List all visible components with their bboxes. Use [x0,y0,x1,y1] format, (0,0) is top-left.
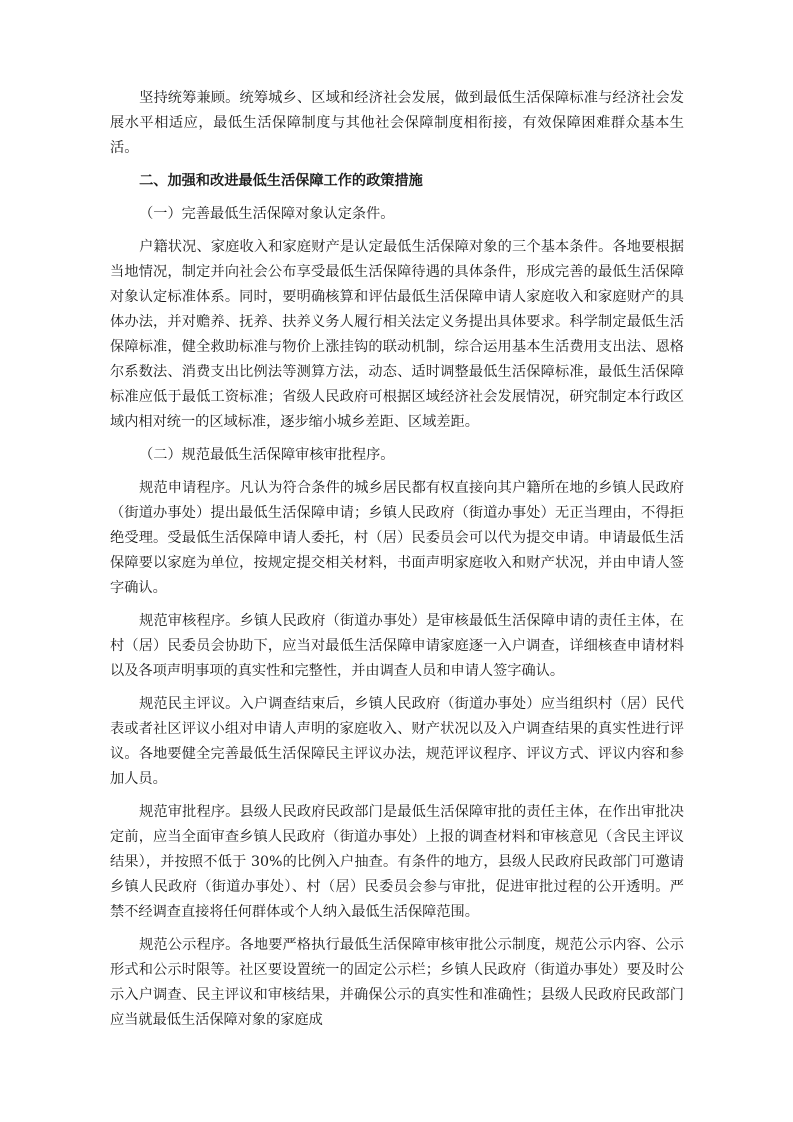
paragraph-eligibility-conditions: 户籍状况、家庭收入和家庭财产是认定最低生活保障对象的三个基本条件。各地要根据当地情况，制定并向社会公布享受最低生活保障待遇的具体条件，形成完善的最低生活保障对象认定标准体系。同时，要明确核算和评估最低生活保障申请人家庭收入和家庭财产的具体办法，并对赡养、抚养、扶养义务人履行相关法定义务提出具体要求。科学制定最低生活保障标准，健全救助标准与物价上涨挂钩的联动机制，综合运用基本生活费用支出法、恩格尔系数法、消费支出比例法等测算方法，动态、适时调整最低生活保障标准，最低生活保障标准应低于最低工资标准；省级人民政府可根据区域经济社会发展情况，研究制定本行政区域内相对统一的区域标准，逐步缩小城乡差距、区域差距。 [110,239,684,430]
paragraph-approval-procedure: 规范审批程序。县级人民政府民政部门是最低生活保障审批的责任主体，在作出审批决定前，应当全面审查乡镇人民政府（街道办事处）上报的调查材料和审核意见（含民主评议结果），并按照不低于 30%的比例入户抽查。有条件的地方，县级人民政府民政部门可邀请乡镇人民政府（街道办事处）、村（居）民委员会参与审批，促进审批过程的公开透明。严禁不经调查直接将任何群体或个人纳入最低生活保障范围。 [110,804,684,920]
section-heading-policy-measures: 二、加强和改进最低生活保障工作的政策措施 [139,173,423,189]
paragraph-publicity-procedure: 规范公示程序。各地要严格执行最低生活保障审核审批公示制度，规范公示内容、公示形式和公示时限等。社区要设置统一的固定公示栏；乡镇人民政府（街道办事处）要及时公示入户调查、民主评议和审核结果，并确保公示的真实性和准确性；县级人民政府民政部门应当就最低生活保障对象的家庭成 [110,937,684,1028]
paragraph-application-procedure: 规范申请程序。凡认为符合条件的城乡居民都有权直接向其户籍所在地的乡镇人民政府（街道办事处）提出最低生活保障申请；乡镇人民政府（街道办事处）无正当理由，不得拒绝受理。受最低生活保障申请人委托，村（居）民委员会可以代为提交申请。申请最低生活保障要以家庭为单位，按规定提交相关材料，书面声明家庭收入和财产状况，并由申请人签字确认。 [110,480,684,596]
document-page [110,86,684,1033]
paragraph-democratic-review: 规范民主评议。入户调查结束后，乡镇人民政府（街道办事处）应当组织村（居）民代表或者社区评议小组对申请人声明的家庭收入、财产状况以及入户调查结果的真实性进行评议。各地要健全完善最低生活保障民主评议办法，规范评议程序、评议方式、评议内容和参加人员。 [110,696,684,787]
subheading-eligibility: （一）完善最低生活保障对象认定条件。 [139,206,395,222]
paragraph-overall-planning: 坚持统筹兼顾。统筹城乡、区域和经济社会发展，做到最低生活保障标准与经济社会发展水平相适应，最低生活保障制度与其他社会保障制度相衔接，有效保障困难群众基本生活。 [110,90,684,156]
subheading-review-procedure: （二）规范最低生活保障审核审批程序。 [139,447,395,463]
paragraph-review-procedure: 规范审核程序。乡镇人民政府（街道办事处）是审核最低生活保障申请的责任主体，在村（居）民委员会协助下，应当对最低生活保障申请家庭逐一入户调查，详细核查申请材料以及各项声明事项的真实性和完整性，并由调查人员和申请人签字确认。 [110,613,684,679]
